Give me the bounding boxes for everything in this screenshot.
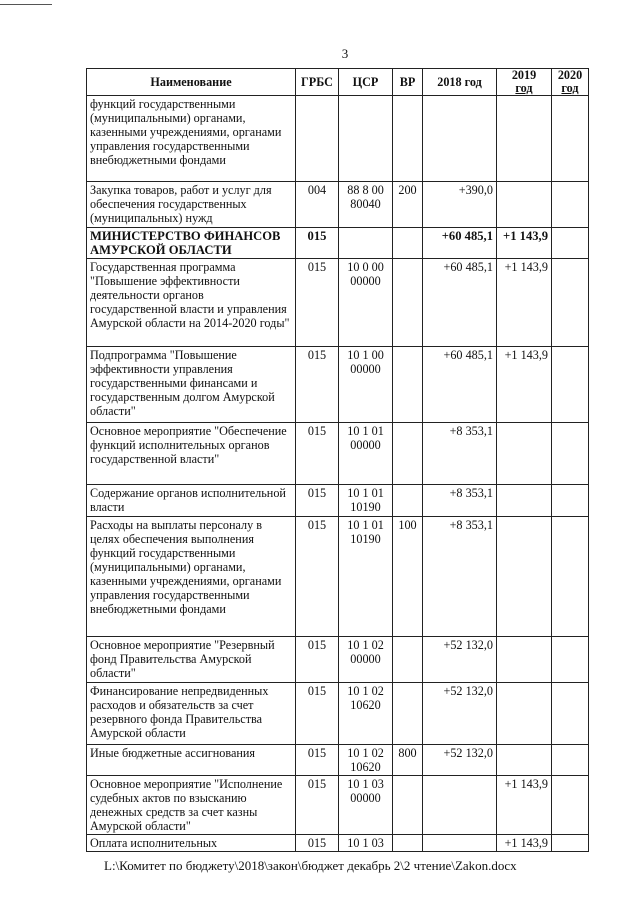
row-2018-cell: +60 485,1 [423, 259, 497, 347]
row-2019-cell: +1 143,9 [497, 347, 552, 423]
row-vr-cell: 200 [393, 182, 423, 228]
row-csr-cell: 10 1 02 00000 [339, 637, 393, 683]
row-2018-cell [423, 835, 497, 852]
row-2018-cell: +8 353,1 [423, 485, 497, 517]
row-2019-cell [497, 683, 552, 745]
row-vr-cell [393, 228, 423, 259]
table-row [87, 259, 589, 347]
scan-edge-line [0, 4, 52, 5]
row-vr-cell [393, 683, 423, 745]
row-name-cell: Иные бюджетные ассигнования [87, 745, 296, 776]
row-grbs-cell: 015 [296, 259, 339, 347]
row-vr-cell [393, 485, 423, 517]
row-vr-cell [393, 347, 423, 423]
row-csr-cell: 10 1 00 00000 [339, 347, 393, 423]
row-csr-cell: 10 1 01 10190 [339, 517, 393, 637]
budget-table [86, 68, 589, 852]
table-row [87, 228, 589, 259]
row-grbs-cell: 004 [296, 182, 339, 228]
row-grbs-cell: 015 [296, 776, 339, 835]
row-2020-cell [552, 347, 589, 423]
header-2019-year: 2019 [511, 68, 537, 82]
row-2020-cell [552, 96, 589, 182]
header-vr: ВР [393, 69, 423, 96]
header-grbs: ГРБС [296, 69, 339, 96]
row-2019-cell: +1 143,9 [497, 228, 552, 259]
row-name-cell: Оплата исполнительных [87, 835, 296, 852]
row-2018-cell: +390,0 [423, 182, 497, 228]
row-name-cell: Основное мероприятие "Обеспечение функций исполнительных органов государственной власти" [87, 423, 296, 485]
row-2020-cell [552, 745, 589, 776]
row-2020-cell [552, 423, 589, 485]
row-csr-cell [339, 96, 393, 182]
row-2019-cell [497, 96, 552, 182]
row-csr-cell: 88 8 00 80040 [339, 182, 393, 228]
row-name-cell: Расходы на выплаты персоналу в целях обеспечения выполнения функций государственными (муниципальными) органами, казенными учреждениями, органами управления государственными внебюджетными фондами [87, 517, 296, 637]
row-2019-cell: +1 143,9 [497, 776, 552, 835]
row-grbs-cell: 015 [296, 228, 339, 259]
table-row [87, 835, 589, 852]
row-name-cell: функций государственными (муниципальными) органами, казенными учреждениями, органами управления государственными внебюджетными фондами [87, 96, 296, 182]
row-csr-cell: 10 1 01 00000 [339, 423, 393, 485]
row-name-cell: Содержание органов исполнительной власти [87, 485, 296, 517]
row-grbs-cell: 015 [296, 683, 339, 745]
row-2020-cell [552, 259, 589, 347]
row-name-cell: Основное мероприятие "Резервный фонд Правительства Амурской области" [87, 637, 296, 683]
row-2019-cell: +1 143,9 [497, 835, 552, 852]
row-2019-cell [497, 485, 552, 517]
row-vr-cell [393, 776, 423, 835]
header-2020 [552, 69, 589, 96]
row-grbs-cell: 015 [296, 423, 339, 485]
row-vr-cell [393, 423, 423, 485]
row-2018-cell [423, 776, 497, 835]
header-name: Наименование [87, 69, 296, 96]
row-grbs-cell: 015 [296, 347, 339, 423]
table-row [87, 517, 589, 637]
table-row [87, 637, 589, 683]
table-row [87, 423, 589, 485]
row-2020-cell [552, 683, 589, 745]
row-grbs-cell: 015 [296, 637, 339, 683]
table-row [87, 347, 589, 423]
header-2019-suffix: год [515, 81, 533, 95]
row-vr-cell [393, 96, 423, 182]
header-2019 [497, 69, 552, 96]
table-row [87, 745, 589, 776]
row-2018-cell: +8 353,1 [423, 423, 497, 485]
table-row [87, 683, 589, 745]
row-csr-cell: 10 1 03 [339, 835, 393, 852]
row-name-cell: Подпрограмма "Повышение эффективности управления государственными финансами и государственным долгом Амурской области" [87, 347, 296, 423]
row-2018-cell: +52 132,0 [423, 637, 497, 683]
row-csr-cell: 10 1 03 00000 [339, 776, 393, 835]
header-csr: ЦСР [339, 69, 393, 96]
row-2020-cell [552, 835, 589, 852]
row-2020-cell [552, 776, 589, 835]
row-name-cell: Основное мероприятие "Исполнение судебных актов по взысканию денежных средств за счет казны Амурской области" [87, 776, 296, 835]
file-path-footer: L:\Комитет по бюджету\2018\закон\бюджет декабрь 2\2 чтение\Zakon.docx [104, 858, 517, 873]
row-2018-cell: +52 132,0 [423, 683, 497, 745]
row-csr-cell: 10 1 02 10620 [339, 683, 393, 745]
row-grbs-cell [296, 96, 339, 182]
row-csr-cell: 10 1 02 10620 [339, 745, 393, 776]
row-2020-cell [552, 485, 589, 517]
table-row [87, 182, 589, 228]
row-vr-cell [393, 259, 423, 347]
row-csr-cell: 10 0 00 00000 [339, 259, 393, 347]
row-grbs-cell: 015 [296, 517, 339, 637]
row-2019-cell [497, 423, 552, 485]
page-number: 3 [341, 46, 349, 61]
row-2018-cell: +60 485,1 [423, 347, 497, 423]
row-grbs-cell: 015 [296, 485, 339, 517]
table-row [87, 776, 589, 835]
row-2019-cell [497, 637, 552, 683]
table-header-row [87, 69, 589, 96]
header-2018: 2018 год [423, 69, 497, 96]
row-2020-cell [552, 228, 589, 259]
row-vr-cell: 800 [393, 745, 423, 776]
row-2019-cell: +1 143,9 [497, 259, 552, 347]
row-name-cell: Финансирование непредвиденных расходов и обязательств за счет резервного фонда Правительства Амурской области [87, 683, 296, 745]
header-2020-suffix: год [561, 81, 579, 95]
row-2018-cell: +8 353,1 [423, 517, 497, 637]
row-name-cell: Закупка товаров, работ и услуг для обеспечения государственных (муниципальных) нужд [87, 182, 296, 228]
row-2020-cell [552, 517, 589, 637]
row-vr-cell: 100 [393, 517, 423, 637]
row-csr-cell: 10 1 01 10190 [339, 485, 393, 517]
header-2020-year: 2020 [557, 68, 583, 82]
row-name-cell: МИНИСТЕРСТВО ФИНАНСОВ АМУРСКОЙ ОБЛАСТИ [87, 228, 296, 259]
row-2019-cell [497, 745, 552, 776]
row-grbs-cell: 015 [296, 835, 339, 852]
row-2018-cell: +60 485,1 [423, 228, 497, 259]
row-csr-cell [339, 228, 393, 259]
row-2020-cell [552, 182, 589, 228]
table-row [87, 485, 589, 517]
row-2018-cell: +52 132,0 [423, 745, 497, 776]
row-vr-cell [393, 637, 423, 683]
row-2019-cell [497, 517, 552, 637]
table-row [87, 96, 589, 182]
row-name-cell: Государственная программа "Повышение эффективности деятельности органов государственной власти и управления Амурской области на 2014-2020 годы" [87, 259, 296, 347]
row-2020-cell [552, 637, 589, 683]
row-grbs-cell: 015 [296, 745, 339, 776]
row-vr-cell [393, 835, 423, 852]
row-2019-cell [497, 182, 552, 228]
row-2018-cell [423, 96, 497, 182]
